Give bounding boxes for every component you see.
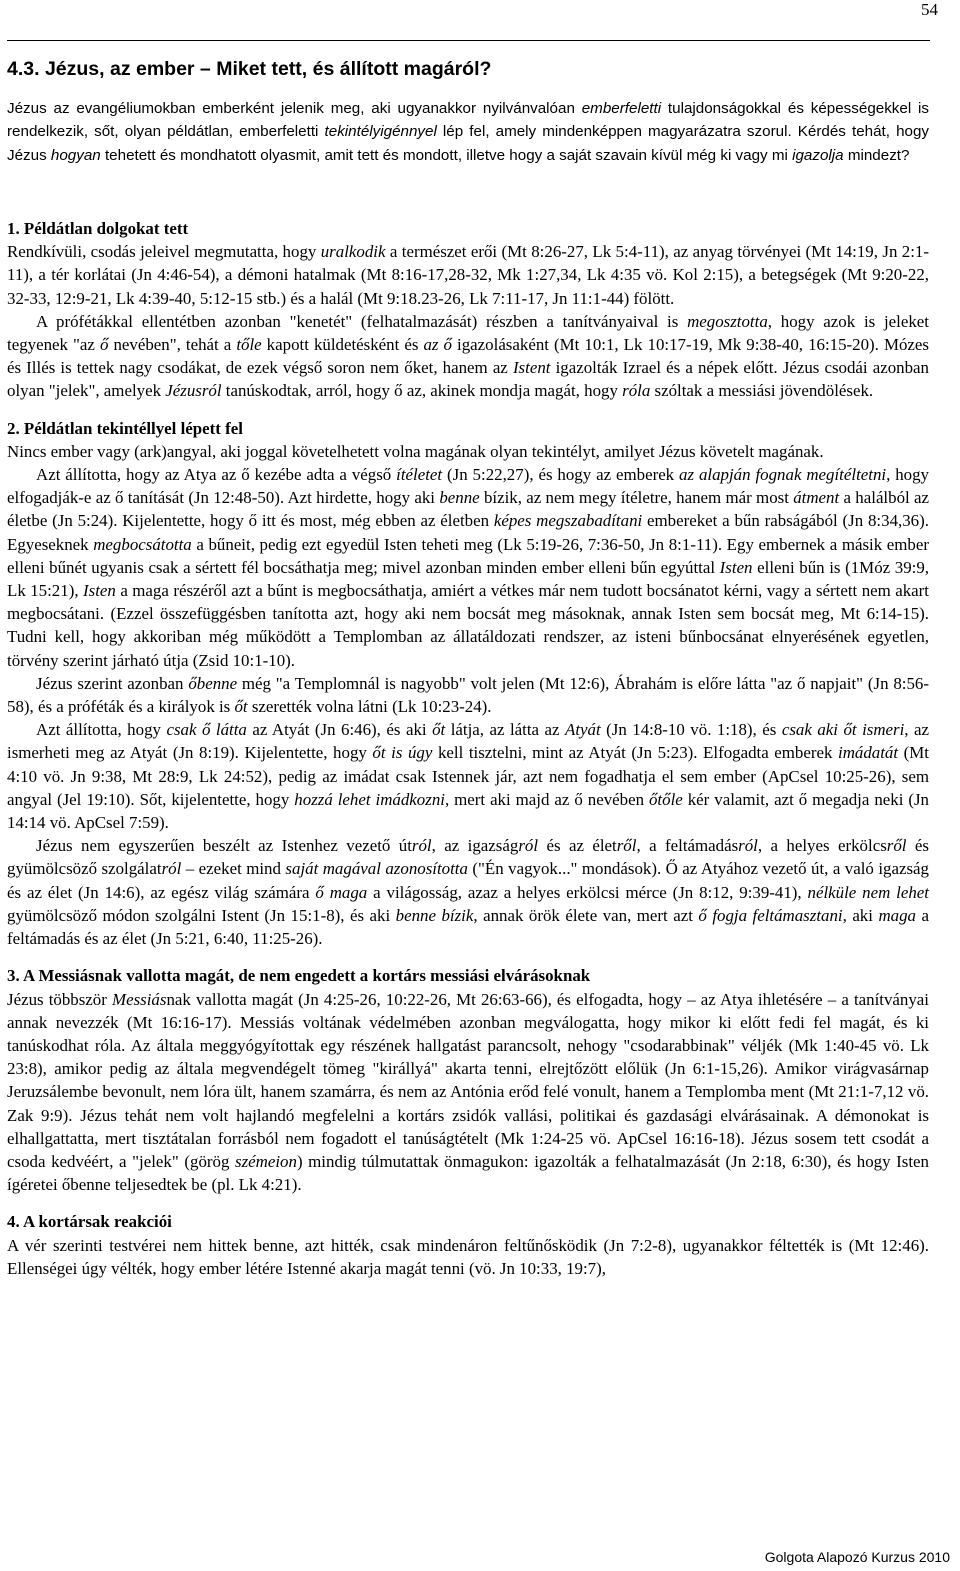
section-title: 4. A kortársak reakciói [7,1212,172,1232]
paragraph [7,672,929,718]
emphasis: tőle [236,335,262,355]
text-run: és az élet [538,836,617,856]
text-run: Jézus szerint azonban [36,673,189,693]
emphasis: emberfeletti [581,100,662,117]
text-run: A vér szerinti testvérei nem hittek benne, azt hitték, csak mindenáron feltűnősködik (Jn 7:2-8), ugyanakkor féltették is (Mt 12:46). Ellenségei úgy vélték, hogy ember létére Istenné akarja magát tenni (vö. Jn 10:33, 19:7), [7,1235,929,1278]
emphasis: Jézusról [165,381,222,401]
text-run: , az ismerheti meg az Atyát (Jn 8:19). Kijelentette, hogy [7,720,929,763]
text-run: , hogy elfogadják-e az ő tanítását (Jn 12:48-50). Azt hirdette, hogy aki [7,465,929,508]
text-run: bízik, az nem megy ítéletre, hanem már most [479,488,794,508]
text-run: kell tisztelni, mint az Atyát (Jn 5:23). Elfogadta emberek [432,743,839,763]
emphasis: csak aki őt ismeri [781,720,905,740]
text-run: mindezt? [843,146,910,164]
text-run: a természet erői (Mt 8:26-27, Lk 5:4-11), az anyag törvényei (Mt 14:19, Jn 2:1-11), a tér korlátai (Jn 4:46-54), a démoni hatalmak (Mt 8:16-17,28-32, Mk 1:27,34, Lk 4:35 vö. Kol 2:15), a betegségek (Mt 9:20-22, 32-33, 12:9-21, Lk 4:39-40, 5:12-15 stb.) és a halál (Mt 9:18.23-26, Lk 7:11-17, Jn 11:1-44) fölött. [7,242,929,308]
emphasis: ről [886,836,907,856]
emphasis: igazolja [792,146,844,164]
emphasis: nélküle nem lehet [807,882,929,902]
emphasis: csak ő látta [166,720,247,740]
paragraph [7,463,929,672]
text-run: , a helyes erkölcs [757,836,887,856]
paragraph [7,1234,929,1280]
emphasis: ő maga [315,882,368,902]
paragraph [7,240,929,310]
emphasis: ról [161,859,182,879]
emphasis: szémeion [235,1151,297,1171]
text-run: (Mt 4:10 vö. Jn 9:38, Mt 28:9, Lk 24:52), pedig az imádat csak Istennek jár, azt nem fogadhatja el sem ember (ApCsel 10:25-26), sem angyal (Jel 19:10). Sőt, kijelentette, hogy [7,743,929,809]
emphasis: képes megszabadítani [493,511,643,531]
text-run: , hogy azok is jeleket tegyenek "az [7,311,929,355]
paragraph [7,834,929,950]
text-run: kér valamit, azt ő megadja neki (Jn 14:14 vö. ApCsel 7:59). [7,789,929,833]
emphasis: hogyan [50,146,101,164]
emphasis: ról [411,836,432,856]
text-run: (Jn 5:22,27), és hogy az emberek [442,465,680,485]
text-run: Azt állította, hogy [36,720,167,740]
text-run: – ezeket mind [181,859,286,879]
emphasis: imádatát [838,743,899,763]
emphasis: ről [616,836,637,856]
text-run: lép fel, amely mindenképpen magyarázatra szorul. Kérdés tehát, hogy Jézus [7,123,930,164]
emphasis: ő [99,335,109,355]
section-title: 2. Példátlan tekintéllyel lépett fel [7,418,243,438]
text-run: nevében", tehát a [108,335,237,355]
section-1 [7,217,929,403]
emphasis: megosztotta [687,311,768,331]
emphasis: őt [234,697,248,717]
emphasis: őt [432,720,446,740]
text-run: igazolásaként (Mt 10:1, Lk 10:17-19, Mk 9:38-40, 16:15-20). Mózes és Illés is tettek nagy csodákat, de ezek végső soron nem őket, hanem az [7,335,929,378]
text-run: még "a Templomnál is nagyobb" volt jelen (Mt 12:6), Ábrahám is előre látta "az ő napjait" (Jn 8:56-58), és a próféták és a királyok is [7,673,929,717]
text-run: kapott küldetésként és [261,335,424,355]
emphasis: Isten [83,581,116,601]
emphasis: Messiás [112,989,167,1009]
paragraph [7,440,929,463]
section-gap [7,950,929,964]
text-run: a feltámadás és az élet (Jn 5:21, 6:40, 11:25-26). [7,905,929,949]
emphasis: maga [878,905,916,925]
section-2 [7,417,929,951]
text-run: gyümölcsöző módon szolgálni Istent (Jn 15:1-8), és aki [7,905,396,925]
section-title: 3. A Messiásnak vallotta magát, de nem engedett a kortárs messiási elvárásoknak [7,966,591,986]
emphasis: hozzá lehet imádkozni [294,789,445,809]
section-gap [7,403,929,417]
paragraph [7,718,929,834]
text-run: embereket a bűn rabságából (Jn 8:34,36). Egyeseknek [7,511,929,554]
emphasis: megbocsátotta [93,534,192,554]
emphasis: az alapján fognak megítéltetni [679,465,887,485]
document-body [7,217,929,1280]
text-run: A prófétákkal ellentétben azonban "kenetét" (felhatalmazását) részben a tanítványaival is [36,311,688,331]
emphasis: Istent [512,358,551,378]
emphasis: őbenne [188,673,238,693]
text-run: tulajdonságokkal és képességekkel is rendelkezik, sőt, olyan példátlan, emberfeletti [7,100,930,141]
chapter-heading: 4.3. Jézus, az ember – Miket tett, és állított magáról? [7,58,492,80]
section-3 [7,964,929,1196]
text-run: elleni bűn is (1Móz 39:9, Lk 15:21), [7,557,930,601]
text-run: igazolták Izrael és a népek előtt. Jézus csodái azonban olyan "jelek", amelyek [7,358,929,401]
section-gap [7,1196,929,1210]
text-run: ) mindig túlmutattak önmagukon: igazolták a felhatalmazását (Jn 2:18, 6:30), és hogy Isten ígéretei őbenne teljesedtek be (pl. Lk 4:21). [7,1151,929,1195]
paragraph [7,310,929,403]
text-run: az Atyát (Jn 6:46), és aki [246,720,433,740]
page-number: 54 [921,0,938,19]
emphasis: saját magával azonosította [285,859,468,879]
text-run: , mert aki majd az ő nevében [444,789,649,809]
text-run: (Jn 14:8-10 vö. 1:18), és [600,720,782,740]
text-run: Rendkívüli, csodás jeleivel megmutatta, hogy [7,242,321,262]
emphasis: ítéletet [396,465,443,485]
text-run: és gyümölcsöző szolgálat [7,836,929,879]
emphasis: róla [622,381,651,401]
emphasis: tekintélyigénnyel [324,123,437,141]
emphasis: őtőle [648,789,683,809]
text-run: tanúskodtak, arról, hogy ő az, akinek mondja magát, hogy [221,381,623,401]
page-footer: Golgota Alapozó Kurzus 2010 [764,1549,950,1565]
emphasis: őt is úgy [372,743,433,763]
emphasis: ról [518,836,539,856]
emphasis: az ő [423,335,452,355]
text-run: Jézus az evangéliumokban emberként jelenik meg, aki ugyanakkor nyilvánvalóan [7,100,582,117]
text-run: , annak örök élete van, mert azt [473,905,699,925]
emphasis: benne [439,488,480,508]
text-run: , a feltámadás [636,836,739,856]
text-run: a maga részéről azt a bűnt is megbocsáthatja, amiért a vétkes már nem tudott bocsánatot kérni, vagy a sértett nem akart megbocsátani. (Ezzel összefüggésben tanította azt, hogy aki nem bocsát meg másoknak, annak Isten sem bocsát meg, Mt 6:14-15). Tudni kell, hogy akkoriban még működött a Templomban az állatáldozati rendszer, az isteni bűnbocsánat elnyerésének egyetlen, törvény szerint járható útja (Zsid 10:1-10). [7,581,929,670]
emphasis: benne bízik [395,905,474,925]
text-run: szerették volna látni (Lk 10:23-24). [247,697,492,717]
section-4 [7,1210,929,1280]
text-run: a világosság, azaz a helyes erkölcsi mérce (Jn 8:12, 9:39-41), [367,882,808,902]
emphasis: átment [793,488,840,508]
text-run: nak vallotta magát (Jn 4:25-26, 10:22-26, Mt 26:63-66), és elfogadta, hogy – az Atya ihletésére – a tanítványai annak nevezzék (Mt 16:16-17). Messiás voltának védelmében azonban megválogatta, hogy mikor ki előtt fedi fel magát, és ki tanúskodhat róla. Az általa meggyógyítottak egy részének hallgatást parancsolt, nehogy "csodarabbinak" véljék (Mk 1:40-45 vö. Lk 23:8), amikor pedig az általa megvendégelt tömeg "királlyá" akarta tenni, elrejtőzött előlük (Jn 6:1-15,26). Amikor virágvasárnap Jeruzsálembe bevonult, nem lóra ült, hanem szamárra, és nem az Antónia erőd felé vonult, hanem a Templomba ment (Mt 21:1-7,12 vö. Zak 9:9). Jézus tehát nem volt hajlandó megfelelni a kortárs zsidók vallási, politikai és gazdasági elvárásainak. A démonokat is elhallgattatta, mert tisztátalan forrásból nem fogadott el tanúságtételt (Mk 1:24-25 vö. ApCsel 16:16-18). Jézus sosem tett csodát a csoda kedvéért, a "jelek" (görög [7,989,930,1171]
text-run: ("Én vagyok..." mondások). Ő az Atyához vezető út, a való igazság és az élet (Jn 14:6), az egész világ számára [7,859,929,902]
intro-paragraph [7,97,929,167]
text-run: Azt állította, hogy az Atya az ő kezébe adta a végső [36,465,397,485]
text-run: , aki [842,905,879,925]
text-run: , az igazság [431,836,519,856]
text-run: tehetett és mondhatott olyasmit, amit tett és mondott, illetve hogy a saját szavain kívül még ki vagy mi [100,146,793,164]
emphasis: Isten [719,557,753,577]
text-run: a bűneit, pedig ezt egyedül Isten teheti meg (Lk 5:19-26, 7:36-50, Jn 8:1-11). Egy embernek a másik ember elleni bűnét ugyanis csak a sértett fél bocsáthatja meg; mivel azonban minden ember elleni bűn egyúttal [7,534,929,577]
header-rule [7,40,930,41]
text-run: látja, az látta az [445,720,565,740]
text-run: Jézus többször [7,989,113,1009]
emphasis: Atyát [565,720,601,740]
emphasis: ő fogja feltámasztani [698,905,843,925]
text-run: Jézus nem egyszerűen beszélt az Istenhez vezető út [36,836,412,856]
paragraph [7,988,929,1197]
section-title: 1. Példátlan dolgokat tett [7,219,189,238]
emphasis: ról [738,836,758,856]
emphasis: uralkodik [320,242,386,262]
text-run: a halálból az életbe (Jn 5:24). Kijelentette, hogy ő itt és most, még ebben az életben [7,488,930,531]
text-run: szóltak a messiási jövendölések. [650,381,874,401]
text-run: Nincs ember vagy (ark)angyal, aki joggal követelhetett volna magának olyan tekintélyt, amilyet Jézus követelt magának. [7,441,824,461]
